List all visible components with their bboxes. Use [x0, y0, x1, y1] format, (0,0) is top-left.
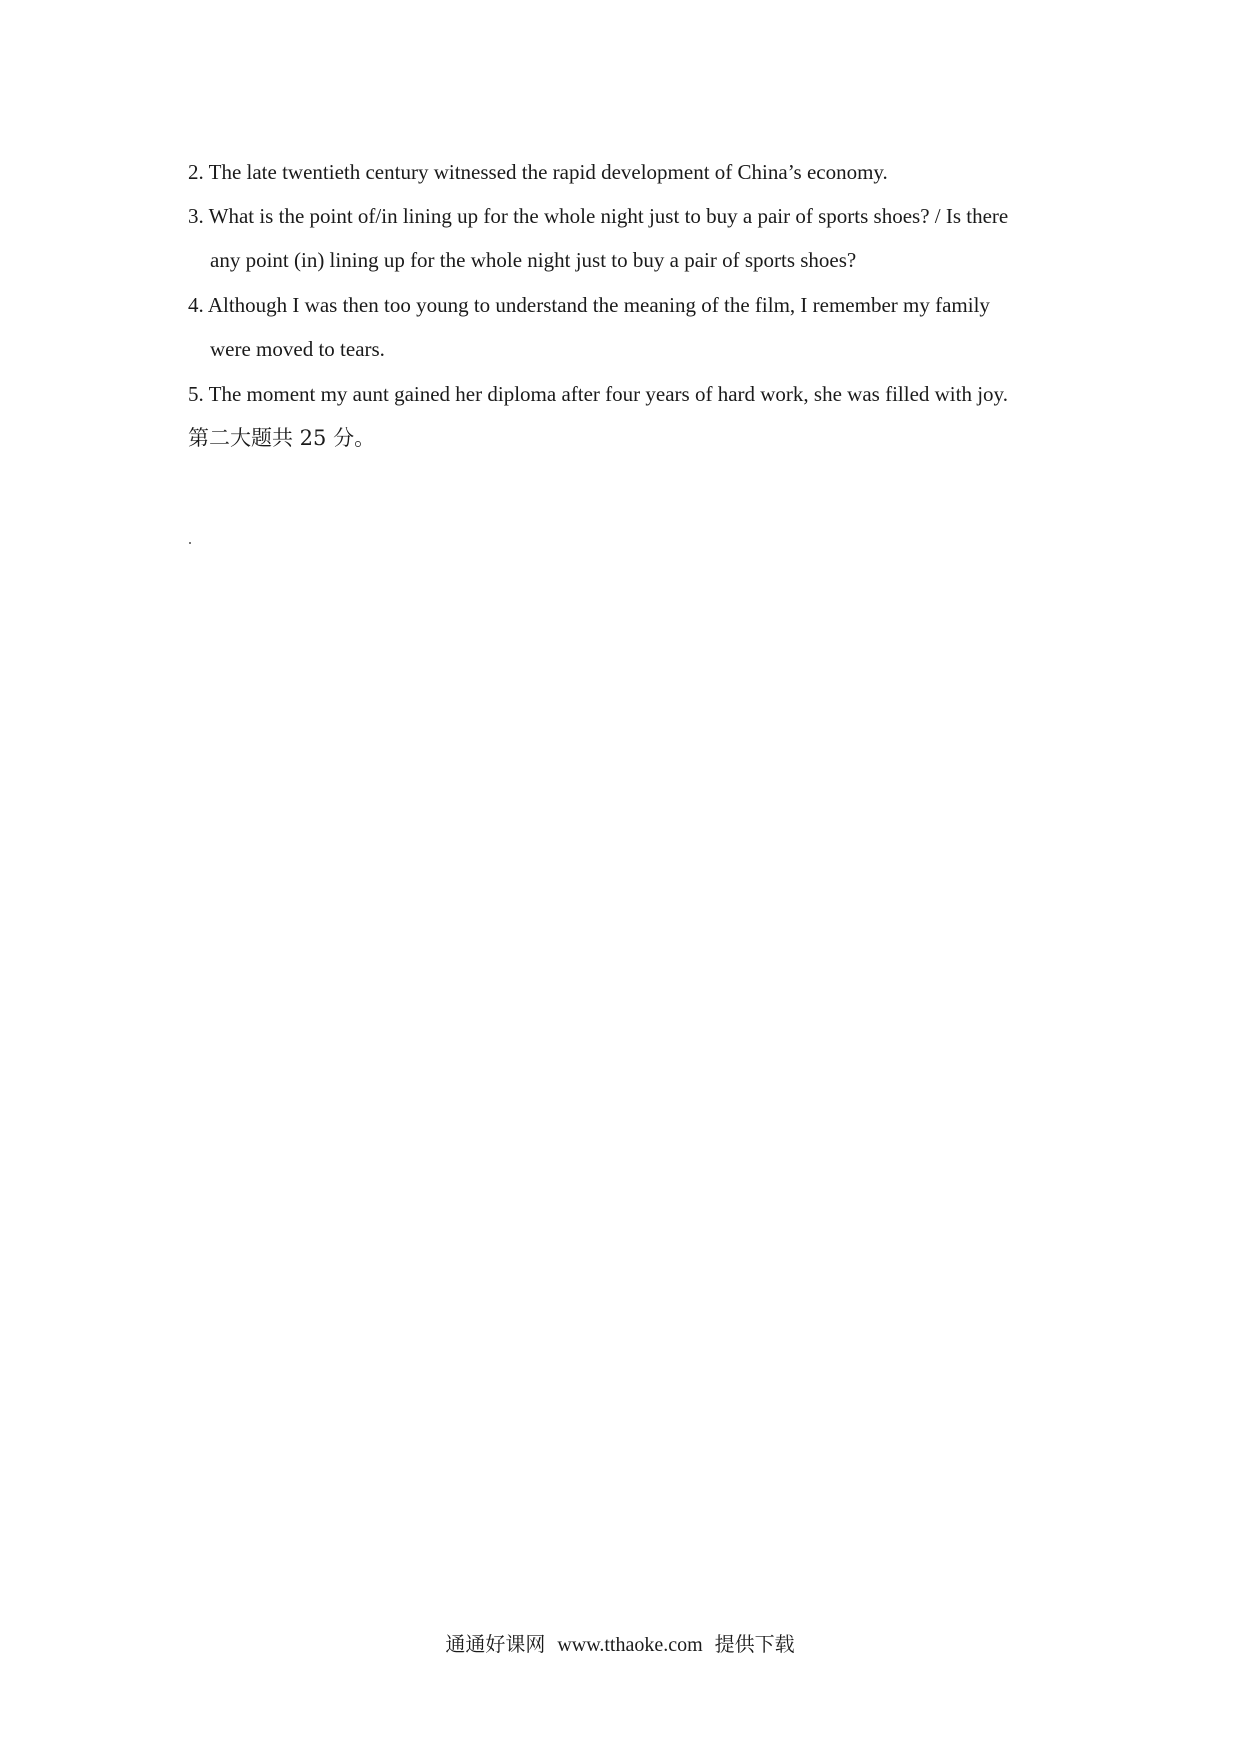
footer	[0, 1632, 1240, 1658]
footer-suffix: 提供下载	[714, 1634, 795, 1656]
answer-5: 5. The moment my aunt gained her diploma after four years of hard work, she was filled with joy.	[188, 382, 1008, 406]
answer-4-line-2: were moved to tears.	[210, 337, 385, 361]
scan-speck	[189, 542, 191, 544]
answer-2: 2. The late twentieth century witnessed the rapid development of China’s economy.	[188, 160, 888, 184]
footer-url[interactable]: www.tthaoke.com	[557, 1634, 703, 1656]
answer-3-line-1: 3. What is the point of/in lining up for the whole night just to buy a pair of sports shoes? / Is there	[188, 204, 1009, 228]
section-score-note: 第二大题共 25 分。	[188, 426, 376, 450]
answer-3-line-2: any point (in) lining up for the whole night just to buy a pair of sports shoes?	[210, 248, 857, 272]
answer-4-line-1: 4. Although I was then too young to understand the meaning of the film, I remember my family	[188, 293, 990, 317]
footer-site-name: 通通好课网	[445, 1634, 546, 1656]
